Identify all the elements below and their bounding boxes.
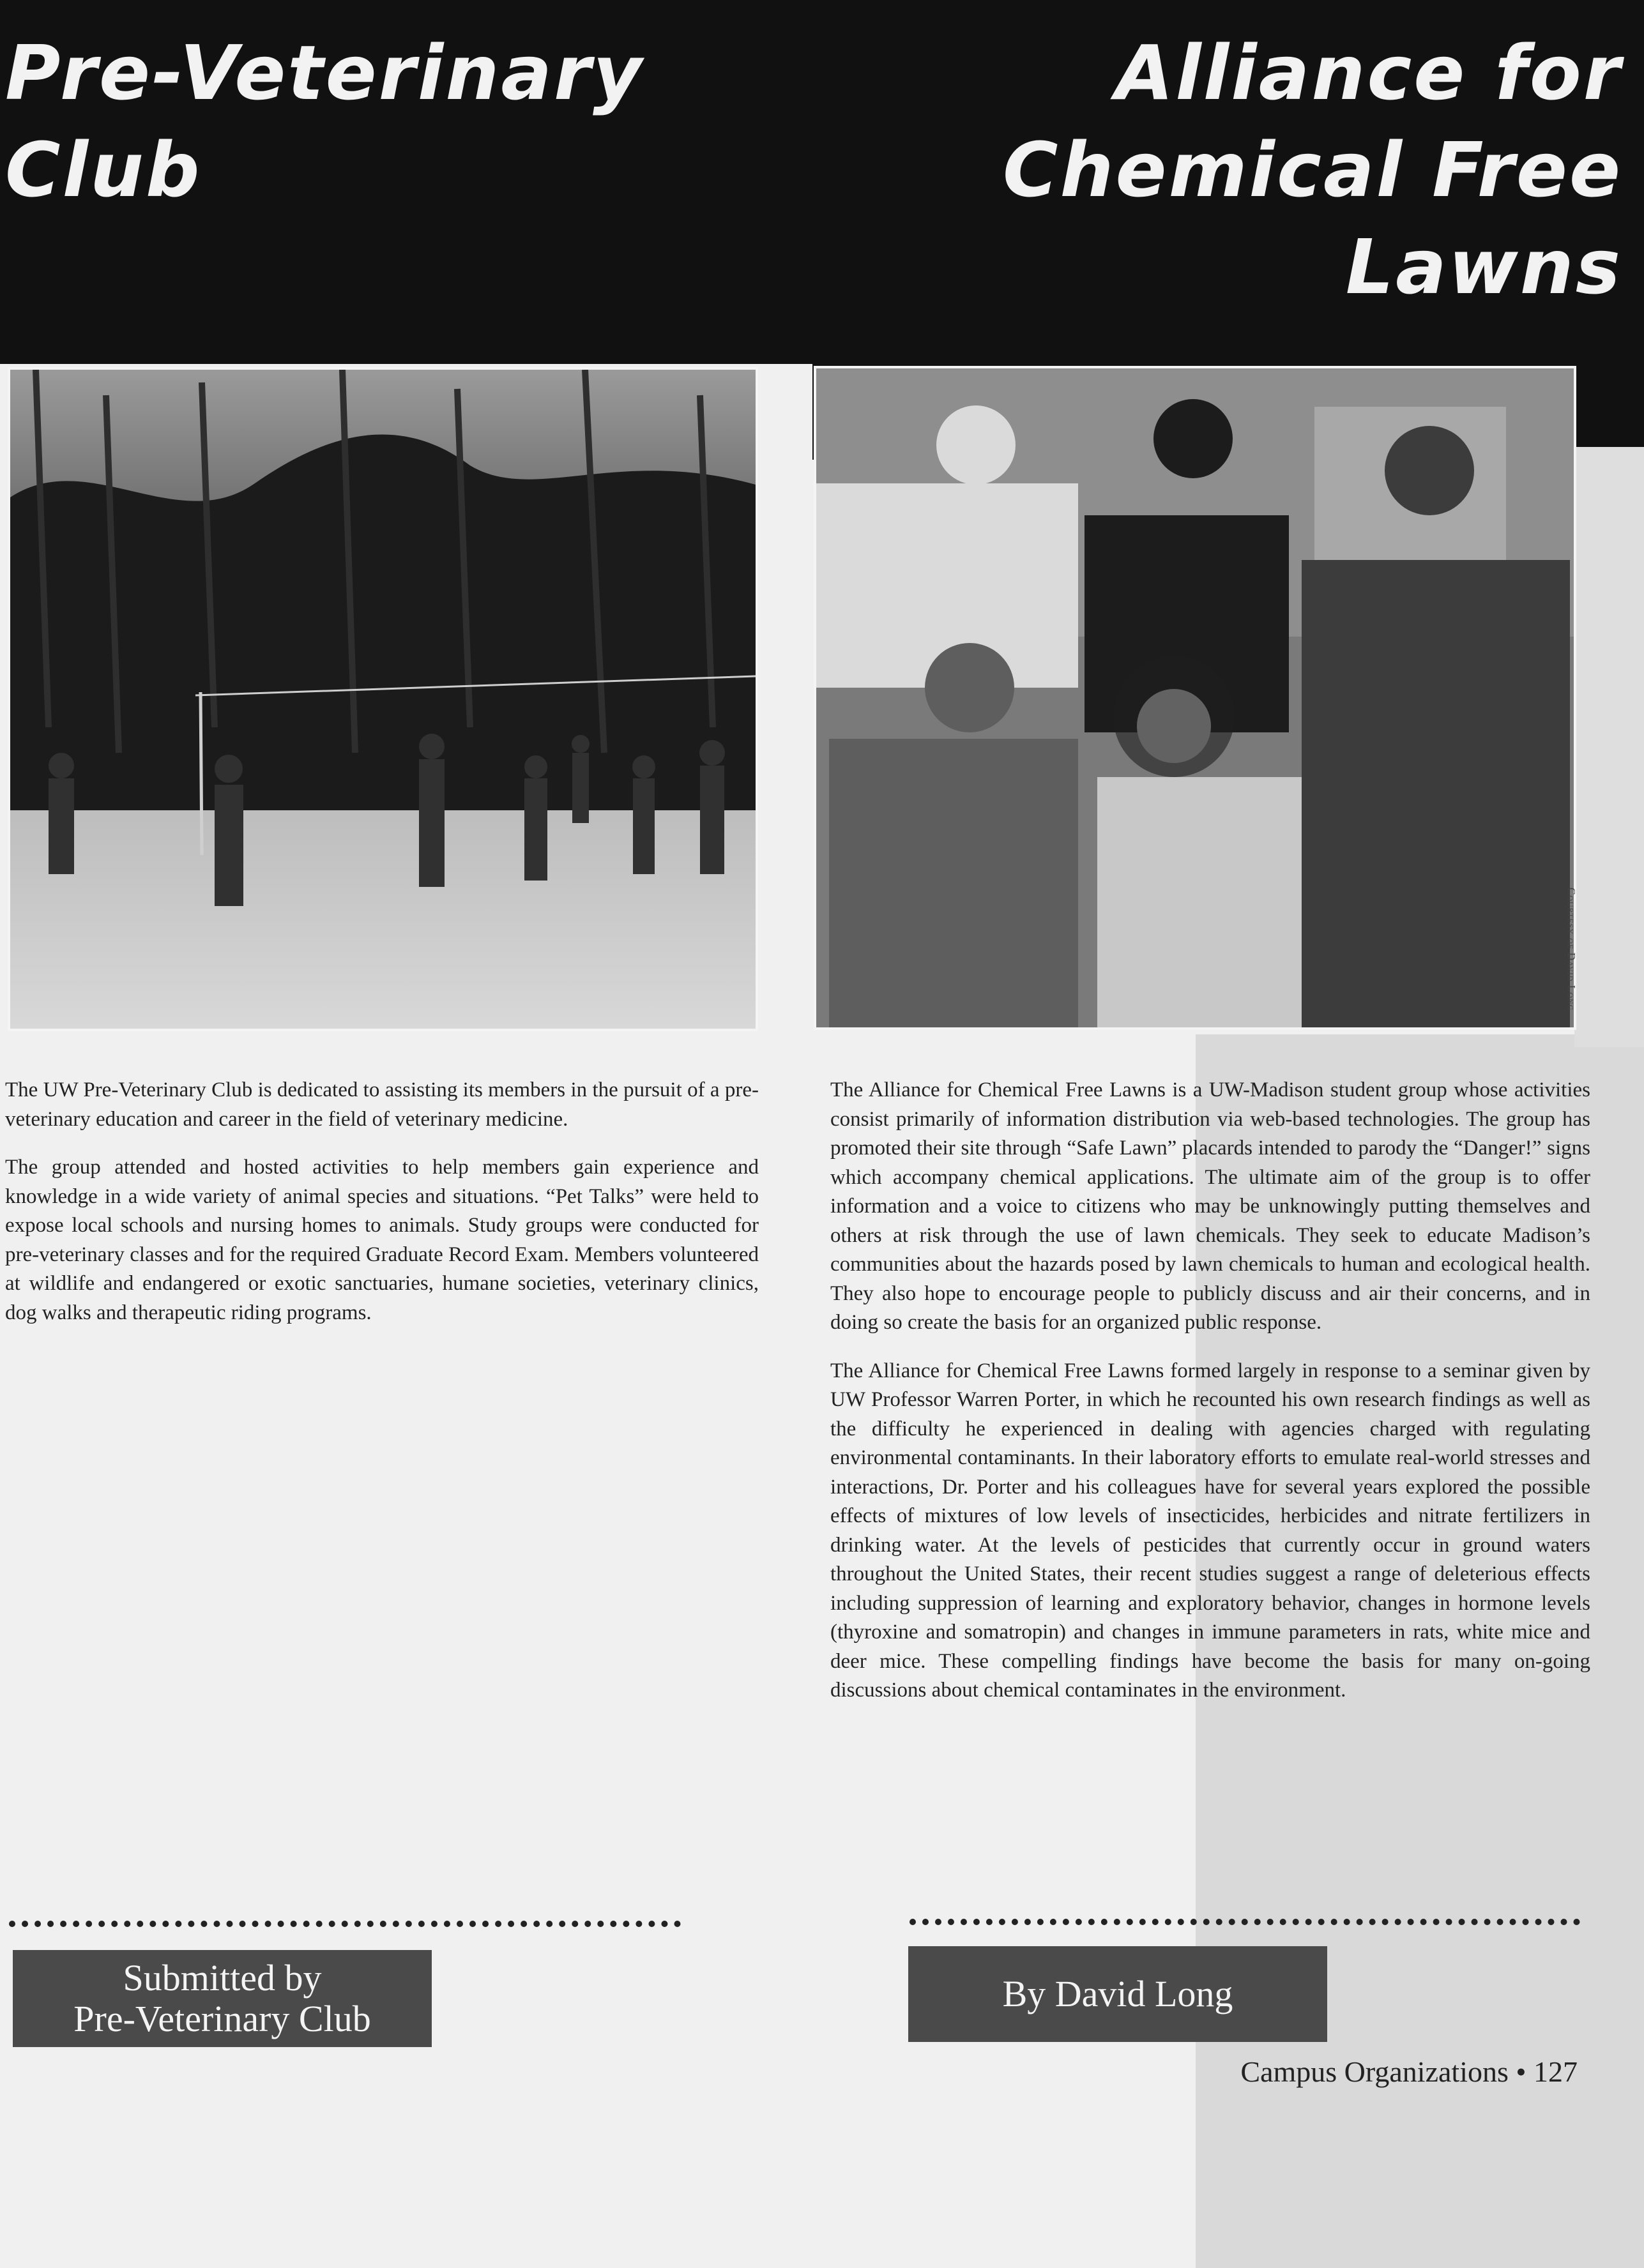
right-title-line2: Chemical Free xyxy=(1002,126,1622,214)
group-portrait-photo xyxy=(814,366,1576,1030)
right-paragraph-2: The Alliance for Chemical Free Lawns formed largely in response to a seminar given by UW Professor Warren Porter, in which he recounted his own research findings as well as the difficulty he experienced in dealing with agencies charged with regulating environmental contaminants. In their laboratory efforts to emulate real-world stresses and interactions, Dr. Porter and his colleagues have for several years explored the possible effects of mixtures of low levels of insecticides, herbicides and nitrate fertilizers in drinking water. At the levels of pesticides that currently occur in ground waters throughout the United States, their recent studies suggest a range of deleterious effects including suppression of learning and exploratory behavior, changes in hormone levels (thyroxine and somatropin) and changes in immune parameters in rats, white mice and deer mice. These compelling findings have become the basis for many on-going discussions about chemical contaminates in the environment. xyxy=(830,1359,1590,1702)
divider-dotted-left xyxy=(9,1921,681,1927)
right-title xyxy=(1003,24,1622,315)
left-title-line2: Club xyxy=(5,126,202,214)
right-article xyxy=(830,1076,1590,1725)
right-title-line3: Lawns xyxy=(1345,223,1622,311)
left-paragraph-1: The UW Pre-Veterinary Club is dedicated to assisting its members in the pursuit of a pre-veterinary education and career in the field of veterinary medicine. xyxy=(5,1078,759,1131)
left-paragraph-2: The group attended and hosted activities to help members gain experience and knowledge in a wide variety of animal species and situations. “Pet Talks” were held to expose local schools and nursing homes to animals. Study groups were conducted for pre-veterinary classes and for the required Graduate Record Exam. Members volunteered at wildlife and endangered or exotic sanctuaries, humane societies, veterinary clinics, dog walks and therapeutic riding programs. xyxy=(5,1156,759,1324)
right-title-line1: Alliance for xyxy=(1115,29,1622,117)
left-byline xyxy=(13,1950,432,2047)
left-title-line1: Pre-Veterinary xyxy=(5,29,644,117)
margin-strip xyxy=(1574,447,1644,1047)
right-byline: By David Long xyxy=(908,1946,1327,2042)
photo-credit: Courtesy of David Long xyxy=(1565,888,1578,1011)
left-byline-line2: Pre-Veterinary Club xyxy=(73,1998,371,2039)
left-byline-line1: Submitted by xyxy=(123,1957,322,1999)
left-article xyxy=(5,1076,759,1347)
volleyball-photo xyxy=(8,367,758,1031)
left-title xyxy=(5,24,644,218)
right-paragraph-1: The Alliance for Chemical Free Lawns is a UW-Madison student group whose activities consist primarily of information distribution via web-based technologies. The group has promoted their site through “Safe Lawn” placards intended to parody the “Danger!” signs which accompany chemical applications. The ultimate aim of the group is to offer information and a voice to citizens who may be unknowingly putting themselves and others at risk through the use of lawn chemicals. They seek to educate Madison’s communities about the hazards posed by lawn chemicals to human and ecological health. They also hope to encourage people to publicly discuss and air their concerns, and in doing so create the basis for an organized public response. xyxy=(830,1078,1590,1334)
divider-dotted-right xyxy=(910,1919,1580,1925)
page-folio: Campus Organizations • 127 xyxy=(1240,2055,1578,2088)
